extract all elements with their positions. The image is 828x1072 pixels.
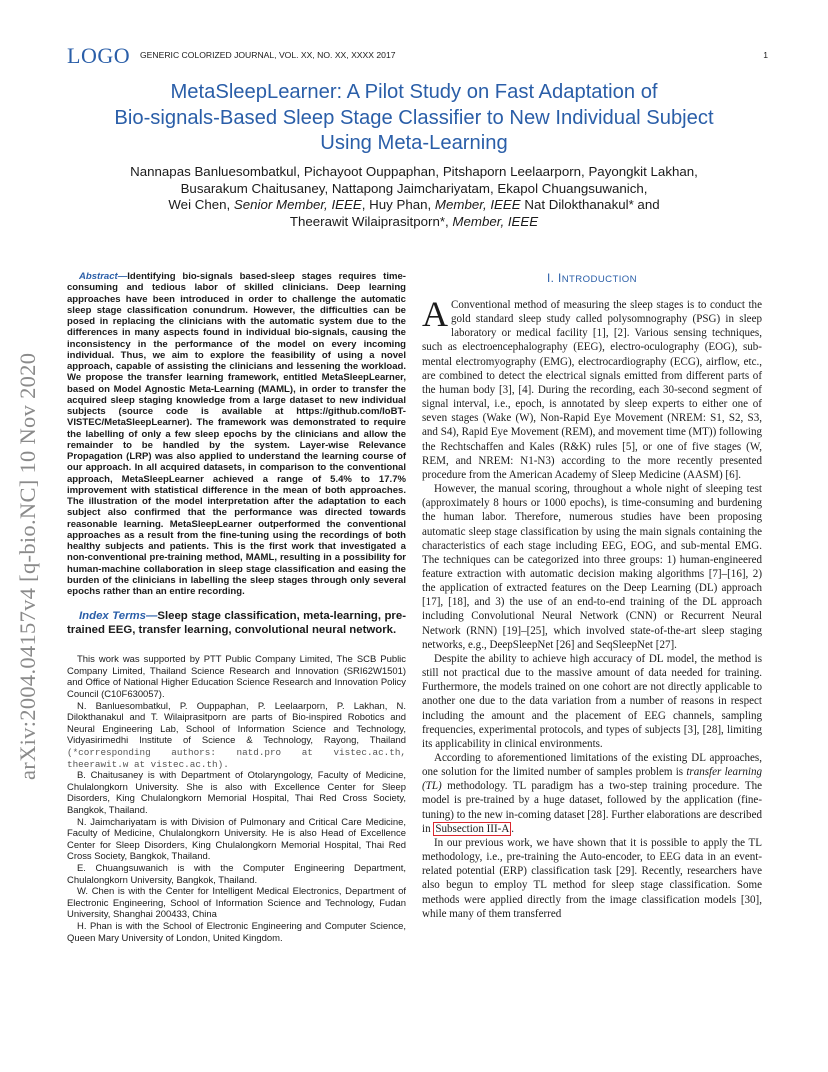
- footnote-affiliation: B. Chaitusaney is with Department of Otolaryngology, Faculty of Medicine, Chulalongkorn University. She is also with Excellence Center for Sleep Disorders, King Chulalongkorn Memorial Hospital, Thai Red Cross Society, Bangkok, Thailand.: [67, 770, 406, 816]
- running-header: [67, 44, 768, 68]
- left-column: [67, 271, 406, 944]
- section-heading: I. INTRODUCTION: [546, 271, 637, 285]
- author-line: Nannapas Banluesombatkul, Pichayoot Ouppaphan, Pitshaporn Leelaarporn, Payongkit Lakhan,: [130, 164, 698, 179]
- author-line: Theerawit Wilaiprasitporn*, Member, IEEE: [289, 213, 539, 229]
- paragraph: A Conventional method of measuring the sleep stages is to conduct the gold standard sleep study called polysomnography (PSG) in sleep laboratory or medical facility [1], [2]. Various sensing techniques, such as electroencephalography (EEG), electro-oculography (EOG), sub-mental electromyography (EMG), electrocardiography (ECG), airflow, etc., are combined to detect the electrical signals emitted from different parts of the human body [3], [4]. During the recording, each 30-second segment of signal interval, i.e., epoch, is annotated by sleep experts to either one of seven stages (Wake (W), Non-Rapid Eye Movement (NREM: S1, S2, S3, and S4), Rapid Eye Movement (REM), and movement time (MT)) following the Rechtschaffen and Kales (R&K) rules [5], or one of five stages (W, REM, and NREM: N1-N3) according to the more recently presented procedure from the American Academy of Sleep Medicine (AASM) [6].: [422, 294, 762, 481]
- author-line: Wei Chen, Senior Member, IEEE, Huy Phan, Member, IEEE Nat Dilokthanakul* and: [168, 197, 660, 212]
- author-line: Busarakum Chaitusaney, Nattapong Jaimchariyatam, Ekapol Chuangsuwanich,: [180, 180, 648, 196]
- corresponding-authors: (*corresponding authors: natd.pro at vistec.ac.th, theerawit.w at vistec.ac.th).: [67, 747, 406, 770]
- right-column: [422, 271, 762, 921]
- footnote-affiliation: N. Banluesombatkul, P. Ouppaphan, P. Leelaarporn, P. Lakhan, N. Dilokthanakul and T. Wilaiprasitporn are parts of Bio-inspired Robotics and Neural Engineering Lab, School of Information Science and Technology, Vidyasirimedhi Institute of Science & Technology, Rayong, Thailand (*corresponding authors: natd.pro at vistec.ac.th, theerawit.w at vistec.ac.th).: [67, 700, 406, 770]
- subsection-link[interactable]: Subsection III-A: [435, 822, 510, 835]
- title-line: MetaSleepLearner: A Pilot Study on Fast Adaptation of: [170, 81, 658, 103]
- abstract: Abstract—Identifying bio-signals based-sleep stages requires time-consuming and tedious labor of skilled clinicians. Deep learning approaches have been introduced in order to challenge the automatic sleep stage classification conundrum. However, the difficulties can be posed in replacing the clinicians with the automatic system due to the differences in many aspects found in individual bio-signals, causing the inconsistency in the performance of the model on every incoming individual. Thus, we aim to explore the feasibility of using a novel approach, capable of assisting the clinicians and lessening the workload. We propose the transfer learning framework, entitled MetaSleepLearner, based on Model Agnostic Meta-Learning (MAML), in order to transfer the acquired sleep staging knowledge from a large dataset to new individual subjects (source code is available at https://github.com/IoBT-VISTEC/MetaSleepLearner). The framework was demonstrated to require the labelling of only a few sleep epochs by the clinicians and allow the remainder to be handled by the system. Layer-wise Relevance Propagation (LRP) was also applied to understand the learning course of our approach. In all acquired datasets, in comparison to the conventional approach, MetaSleepLearner achieved a range of 5.4% to 17.7% improvement with statistical difference in the mean of both approaches. The illustration of the model interpretation after the adaptation to each subject also confirmed that the performance was directed towards reasonable learning. MetaSleepLearner outperformed the conventional approaches as a result from the fine-tuning using the recordings of both healthy subjects and patients. This is the first work that investigated a non-conventional pre-training method, MAML, resulting in a possibility for human-machine collaboration in sleep stage classification and easing the burden of the clinicians in labelling the sleep stages through only several epochs rather than an entire recording.: [67, 271, 406, 597]
- author-list: [60, 164, 768, 230]
- paragraph: According to aforementioned limitations of the existing DL approaches, one solution for the limited number of samples problem is transfer learning (TL) methodology. TL paradigm has a two-step training procedure. The model is pre-trained by a huge dataset, followed by the application (fine-tuning) to the new in-coming dataset [28]. Further elaborations are described in Subsection III-A .: [422, 752, 763, 835]
- introduction-body: [422, 294, 763, 921]
- index-terms-text: Sleep stage classification, meta-learning, pre-trained EEG, transfer learning, convolutional neural network.: [67, 610, 406, 637]
- title-line: Bio-signals-Based Sleep Stage Classifier to New Individual Subject: [114, 106, 714, 129]
- footnote-affiliation: E. Chuangsuwanich is with the Computer Engineering Department, Chulalongkorn University, Bangkok, Thailand.: [67, 862, 406, 886]
- title-line: Using Meta-Learning: [320, 132, 508, 154]
- arxiv-identifier[interactable]: arXiv:2004.04157v4 [q-bio.NC] 10 Nov 2020: [15, 352, 40, 780]
- journal-logo: LOGO: [67, 43, 131, 68]
- journal-name: GENERIC COLORIZED JOURNAL, VOL. XX, NO. XX, XXXX 2017: [140, 50, 396, 60]
- paragraph: However, the manual scoring, throughout a whole night of sleeping test (approximately 8 hours or 1000 epochs), is time-consuming and burdening the human labor. Therefore, numerous studies have been proposing automatic sleep stage classification by using the main signals containing the characteristics of each stage including EEG, EOG, and sub-mental EMG. The techniques can be categorized into three groups: 1) human-engineered feature extraction with automatic decision making algorithms [7]–[16], 2) the application of extracted features on the Deep Learning (DL) approach [17], [18], and 3) the use of an end-to-end training of the DL approach including Convolutional Neural Network (CNN) or Recurrent Neural Network (RNN) [19]–[25], which involved state-of-the-art sleep staging networks, e.g., DeepSleepNet [26] and SeqSleepNet [27].: [422, 483, 762, 651]
- paper-title: [60, 80, 768, 157]
- footnote-affiliation: N. Jaimchariyatam is with Division of Pulmonary and Critical Care Medicine, Faculty of Medicine, Chulalongkorn University. He is also Head of Excellence Center for Sleep Disorders, King Chulalongkorn Memorial Hospital, Thai Red Cross Society, Bangkok, Thailand.: [67, 816, 406, 863]
- page-number: 1: [763, 50, 768, 60]
- footnote-affiliation: W. Chen is with the Center for Intelligent Medical Electronics, Department of Electronic Engineering, School of Information Science and Technology, Fudan University, Shanghai 200433, China: [67, 886, 406, 921]
- index-terms: Index Terms—Sleep stage classification, meta-learning, pre-trained EEG, transfer learning, convolutional neural network.: [67, 610, 406, 637]
- index-terms-label: Index Terms: [79, 610, 146, 623]
- footnote-funding: This work was supported by PTT Public Company Limited, The SCB Public Company Limited, Thailand Science Research and Innovation (SRI62W1501) and Office of National Higher Education Science Research and Innovation Policy Council (C10F630057).: [67, 654, 406, 701]
- footnote-affiliation: H. Phan is with the School of Electronic Engineering and Computer Science, Queen Mary University of London, United Kingdom.: [67, 920, 406, 944]
- paragraph: In our previous work, we have shown that it is possible to apply the TL methodology, i.e., pre-training the Auto-encoder, to EEG data in an event-related potential (ERP) classification task [29]. Recently, researchers have also begun to employ TL method for sleep stage classification. Some methods were applied directly from the image classification models [30], while many of them transferred: [422, 836, 762, 920]
- footnotes: [67, 654, 406, 944]
- abstract-text: Identifying bio-signals based-sleep stages requires time-consuming and tedious labor of skilled clinicians. Deep learning approaches have been introduced in order to challenge the automatic sleep stage classification conundrum. However, the difficulties can be posed in replacing the clinicians with the automatic system due to the differences in many aspects found in individual bio-signals, causing the inconsistency in the performance of the model on every incoming individual. Thus, we aim to explore the feasibility of using a novel approach, capable of assisting the clinicians and lessening the workload. We propose the transfer learning framework, entitled MetaSleepLearner, based on Model Agnostic Meta-Learning (MAML), in order to transfer the acquired sleep staging knowledge from a large dataset to new individual subjects (source code is available at https://github.com/IoBT-VISTEC/MetaSleepLearner). The framework was demonstrated to require the labelling of only a few sleep epochs by the clinicians and allow the remainder to be handled by the system. Layer-wise Relevance Propagation (LRP) was also applied to understand the learning course of our approach. In all acquired datasets, in comparison to the conventional approach, MetaSleepLearner achieved a range of 5.4% to 17.7% improvement with statistical difference in the mean of both approaches. The illustration of the model interpretation after the adaptation to each subject also confirmed that the performance was directed towards reasonable learning. MetaSleepLearner outperformed the conventional approaches as a result from the fine-tuning using the recordings of both healthy subjects and patients. This is the first work that investigated a non-conventional pre-training method, MAML, resulting in a possibility for human-machine collaboration in sleep stage classification and easing the burden of the clinicians in labelling the sleep stages through only several epochs rather than an entire recording.: [67, 271, 406, 597]
- drop-cap: A: [422, 294, 448, 334]
- paragraph: Despite the ability to achieve high accuracy of DL model, the method is still not practical due to the massive amount of data needed for training. Furthermore, the models trained on one cohort are not directly applicable to another one due to the data variation from a number of reasons in respect including the amount and the placement of EEG channels, sampling frequencies, experimental protocols, and types of subjects [3], [28], limiting its applicability in clinical environments.: [422, 652, 762, 750]
- abstract-label: Abstract: [79, 271, 118, 282]
